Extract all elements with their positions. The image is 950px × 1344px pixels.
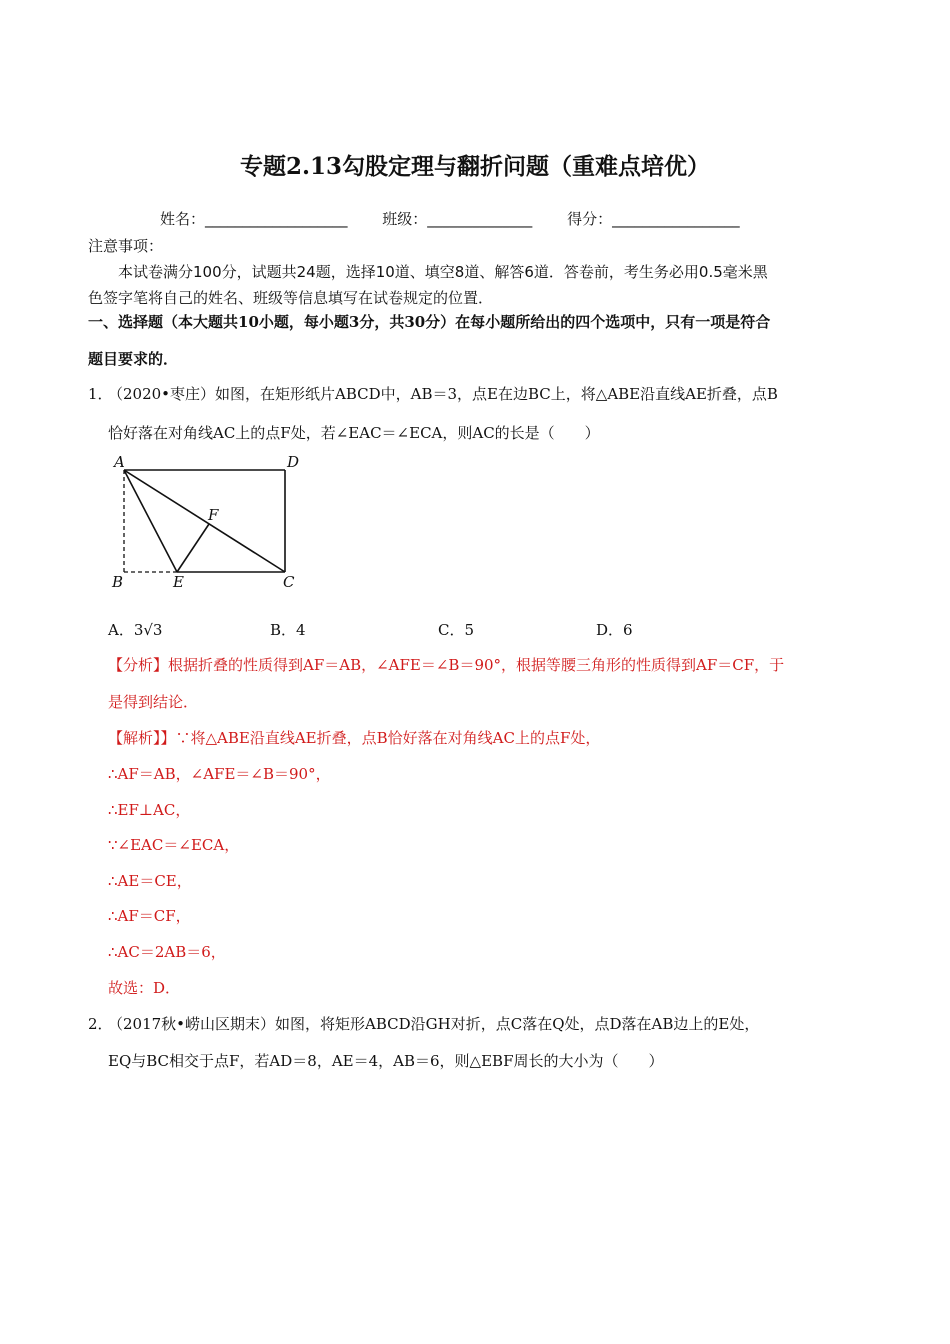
- section-1-heading-cont: 题目要求的．: [88, 350, 179, 368]
- label-b: B: [112, 573, 124, 591]
- q2-text-line-2: EQ与BC相交于点F，若AD＝8，AE＝4，AB＝6，则△EBF周长的大小为（ ）: [108, 1052, 664, 1070]
- class-field[interactable]: 班级：______________: [382, 210, 533, 228]
- q1-option-b[interactable]: B．4: [270, 621, 306, 639]
- q1-option-d[interactable]: D．6: [596, 621, 633, 639]
- q1-figure: [100, 450, 320, 595]
- q1-option-a[interactable]: A．3√3: [108, 621, 163, 639]
- section-1-heading: 一、选择题（本大题共10小题，每小题3分，共30分）在每小题所给出的四个选项中，只有一项是符合: [88, 313, 771, 331]
- score-field[interactable]: 得分：_________________: [567, 210, 740, 228]
- label-a: A: [114, 453, 125, 471]
- page-title: 专题2.13勾股定理与翻折问题（重难点培优）: [239, 153, 711, 180]
- q1-solution-line-2: ∴AF＝AB，∠AFE＝∠B＝90°，: [108, 765, 331, 783]
- notice-line-2: 色签字笔将自己的姓名、班级等信息填写在试卷规定的位置．: [88, 289, 494, 307]
- q1-solution-line-5: ∴AE＝CE，: [108, 872, 192, 890]
- fold-line-ae: [124, 470, 177, 572]
- notice-line-1: 本试卷满分100分，试题共24题，选择10道、填空8道、解答6道．答卷前，考生务必用0.5毫米黑: [118, 263, 768, 281]
- q1-text-line-1: （2020•枣庄）如图，在矩形纸片ABCD中，AB＝3，点E在边BC上，将△ABE沿直线AE折叠，点B: [108, 385, 778, 403]
- q1-analysis-line-1: 【分析】根据折叠的性质得到AF＝AB，∠AFE＝∠B＝90°，根据等腰三角形的性质得到AF＝CF，于: [108, 656, 785, 674]
- q1-solution-line-7: ∴AC＝2AB＝6，: [108, 943, 226, 961]
- student-info-row: [160, 208, 770, 229]
- q1-solution-line-6: ∴AF＝CF，: [108, 907, 191, 925]
- q1-solution-line-1: 【解析】】∵将△ABE沿直线AE折叠，点B恰好落在对角线AC上的点F处，: [108, 729, 601, 747]
- name-field[interactable]: 姓名：___________________: [160, 210, 348, 228]
- label-d: D: [287, 453, 300, 471]
- label-f: F: [208, 506, 219, 524]
- label-e: E: [173, 573, 184, 591]
- q1-text-line-2: 恰好落在对角线AC上的点F处，若∠EAC＝∠ECA，则AC的长是（ ）: [108, 424, 600, 442]
- q2-text-line-1: （2017秋•崂山区期末）如图，将矩形ABCD沿GH对折，点C落在Q处，点D落在AB边上的E处，: [108, 1015, 760, 1033]
- q1-solution-line-8: 故选：D．: [108, 979, 181, 997]
- label-c: C: [283, 573, 295, 591]
- q2-number: 2．: [88, 1015, 113, 1033]
- notice-heading: 注意事项：: [88, 237, 164, 255]
- segment-ef: [177, 524, 209, 572]
- q1-solution-line-4: ∵∠EAC＝∠ECA，: [108, 836, 240, 854]
- q1-analysis-line-2: 是得到结论．: [108, 693, 199, 711]
- q1-number: 1．: [88, 385, 113, 403]
- diagonal-ac: [124, 470, 285, 572]
- q1-option-c[interactable]: C．5: [438, 621, 475, 639]
- q1-solution-line-3: ∴EF⊥AC，: [108, 801, 191, 819]
